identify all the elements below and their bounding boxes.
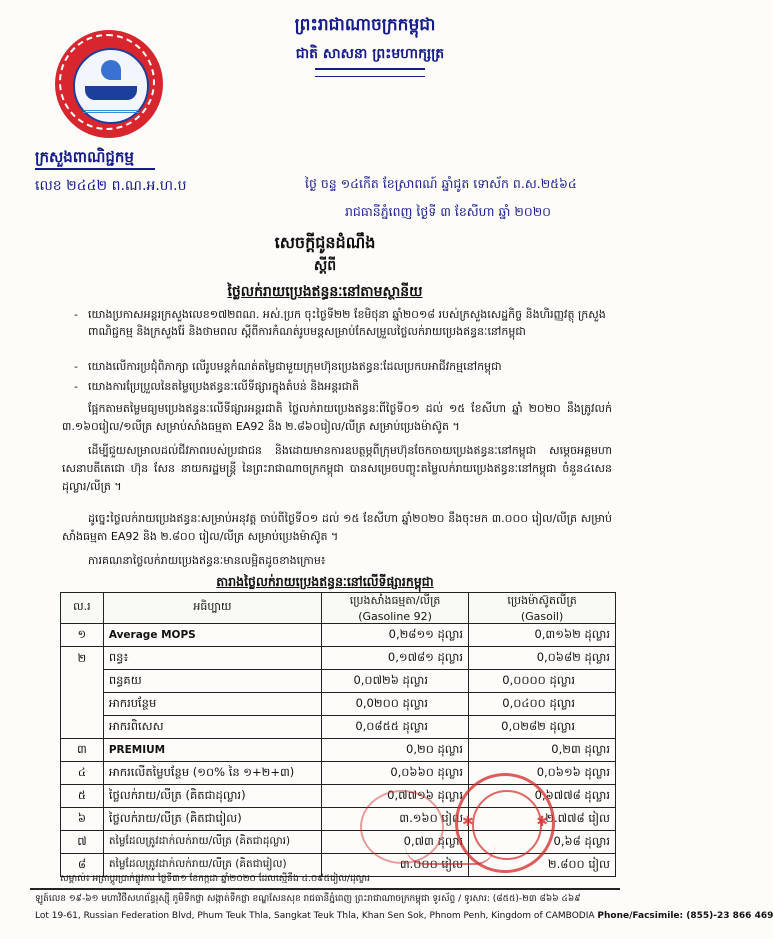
gasoil-value: 0,៦៨ ដុល្លារ	[469, 831, 616, 854]
tax-description: អាករបន្ថែម	[103, 693, 321, 716]
row-number: ៥	[61, 785, 104, 808]
tax-subrow	[61, 716, 616, 739]
row-description: PREMIUM	[103, 739, 321, 762]
footer-address-khmer: ឡូត៍លេខ ១៩-៦១ មហាវិថីសហព័ន្ធរុស្ស៊ី ភូមិទឹកថ្លា សង្កាត់ទឹកថ្លា ខណ្ឌសែនសុខ រាជធានីភ្នំពេញ ព្រះរាជាណាចក្រកម្ពុជា ទូរស័ព្ទ / ទូរសារ: (៨៥៥)-២៣ ៨៦៦ ៤៦៩	[35, 894, 581, 904]
footer-divider	[30, 888, 620, 890]
gasoline-value: 0,០៦៦០ ដុល្លារ	[322, 762, 469, 785]
body-paragraph	[62, 442, 612, 496]
row-number: ៨	[61, 854, 104, 877]
ship-icon	[85, 86, 137, 100]
gasoline-tax-value: 0,០៨៥៥ ដុល្លារ	[322, 716, 469, 739]
ministry-name: ក្រសួងពាណិជ្ជកម្ម	[35, 148, 134, 166]
footer-address: Lot 19-61, Russian Federation Blvd, Phum Teuk Thla, Sangkat Teuk Thla, Khan Sen Sok, Phnom Penh, Kingdom of CAMBODIA	[35, 911, 595, 921]
logo-emblem	[73, 48, 149, 124]
gasoil-tax-value: 0,០២៨២ ដុល្លារ	[469, 716, 616, 739]
gasoline-value: 0,២៨១១ ដុល្លារ	[322, 624, 469, 647]
tax-subrow	[61, 670, 616, 693]
notice-subject-label: ស្ដីពី	[313, 258, 337, 274]
star-icon: ✱	[462, 814, 474, 830]
table-row	[61, 647, 616, 670]
reference-bullet: - យោងការប្រែប្រួលនៃតម្លៃប្រេងឥន្ធនៈលើទីផ្សារក្នុងតំបន់ និងអន្តរជាតិ	[88, 378, 608, 395]
paragraph-text: ដូច្នេះថ្លៃលក់រាយប្រេងឥន្ធនៈសម្រាប់អនុវត្ត ចាប់ពីថ្ងៃទី០១ ដល់ ១៥ ខែសីហា ឆ្នាំ២០២០ នឹងចុះមក ៣.០០០ រៀល/លីត្រ សម្រាប់សាំងធម្មតា EA92 និង ២.៨០០ រៀល/លីត្រ សម្រាប់ប្រេងម៉ាស៊ូត ។	[62, 512, 612, 543]
table-row	[61, 739, 616, 762]
row-description: ពន្ធ៖	[103, 647, 321, 670]
table-header-row	[61, 593, 616, 624]
header-no: ល.រ	[61, 593, 104, 624]
paragraph-text: ផ្អែកតាមតម្លៃមធ្យមប្រេងឥន្ធនៈលើទីផ្សារអន្តរជាតិ ថ្លៃលក់រាយប្រេងឥន្ធនៈពីថ្ងៃទី០១ ដល់ ១៥ ខែសីហា ឆ្នាំ ២០២០ នឹងត្រូវលក់ ៣.១៦០រៀល/១លីត្រ សម្រាប់សាំងធម្មតា EA92 និង ២.៨៦០រៀល/លីត្រ សម្រាប់ប្រេងម៉ាស៊ូត ។	[62, 402, 612, 433]
tax-description: ពន្ធគយ	[103, 670, 321, 693]
row-description: អាករលើតម្លៃបន្ថែម (១០% នៃ ១+២+៣)	[103, 762, 321, 785]
paragraph-text: ការគណនាថ្លៃលក់រាយប្រេងឥន្ធនៈមានលម្អិតដូចខាងក្រោម៖	[88, 554, 326, 567]
row-number: ២	[61, 647, 104, 739]
gasoil-value: 0,២៣ ដុល្លារ	[469, 739, 616, 762]
row-number: ៣	[61, 739, 104, 762]
signature	[405, 845, 495, 865]
row-description: តម្លៃដែលត្រូវដាក់លក់រាយ/លីត្រ (គិតជាដុល្លារ)	[103, 831, 321, 854]
dove-icon	[101, 60, 121, 80]
header-gasoline-sub: (Gasoline 92)	[358, 609, 432, 623]
gasoil-value: 0,០៦៨២ ដុល្លារ	[469, 647, 616, 670]
row-number: ៤	[61, 762, 104, 785]
national-motto: ជាតិ សាសនា ព្រះមហាក្សត្រ	[295, 46, 445, 62]
gasoil-value: 0,៣១៦២ ដុល្លារ	[469, 624, 616, 647]
reference-number: លេខ ២៤៤២ ព.ណ.អ.ហ.ប	[35, 178, 187, 194]
tax-description: អាករពិសេស	[103, 716, 321, 739]
waves-icon	[83, 102, 139, 113]
gasoline-tax-value: 0,០៧២៦ ដុល្លារ	[322, 670, 469, 693]
gasoil-tax-value: 0,០៤០០ ដុល្លារ	[469, 693, 616, 716]
gasoline-value: ៣.១៦០ រៀល	[322, 808, 469, 831]
ministry-logo	[55, 30, 163, 138]
body-paragraph	[62, 510, 612, 546]
gasoline-value: 0,៧៣ ដុល្លារ	[322, 831, 469, 854]
body-paragraph	[62, 400, 612, 436]
notice-title: សេចក្ដីជូនដំណឹង	[274, 233, 376, 252]
row-description: តម្លៃដែលត្រូវដាក់លក់រាយ/លីត្រ (គិតជារៀល)	[103, 854, 321, 877]
gasoline-value: 0,៧៧១៦ ដុល្លារ	[322, 785, 469, 808]
kingdom-heading: ព្រះរាជាណាចក្រកម្ពុជា	[294, 15, 436, 35]
table-caption: តារាងថ្លៃលក់រាយប្រេងឥន្ធនៈនៅលើទីផ្សារកម្ពុជា	[216, 574, 434, 589]
ministry-underline	[35, 168, 155, 170]
notice-subject: ថ្លៃលក់រាយប្រេងឥន្ធនៈនៅតាមស្ថានីយ	[227, 284, 423, 300]
row-number: ៦	[61, 808, 104, 831]
footer-address-english	[35, 911, 773, 921]
gasoil-value: 0,៦៧៧៨ ដុល្លារ	[469, 785, 616, 808]
gasoline-value: ៣.០០០ រៀល	[322, 854, 469, 877]
table-row	[61, 624, 616, 647]
header-gasoil-label: ប្រេងម៉ាស៊ូតលីត្រ	[507, 593, 577, 607]
row-description: Average MOPS	[103, 624, 321, 647]
row-number: ៧	[61, 831, 104, 854]
header-gasoil	[469, 593, 616, 624]
row-description: ថ្លៃលក់រាយ/លីត្រ (គិតជារៀល)	[103, 808, 321, 831]
lunar-date: ថ្ងៃ ចន្ទ ១៤កើត ខែស្រាពណ៍ ឆ្នាំជូត ទោស័ក ព.ស.២៥៦៤	[305, 176, 577, 191]
gasoil-tax-value: 0,០០០០ ដុល្លារ	[469, 670, 616, 693]
footer-phone: Phone/Facsimile: (855)-23 866 469	[597, 911, 773, 921]
solar-date: រាជធានីភ្នំពេញ ថ្ងៃទី ៣ ខែសីហា ឆ្នាំ ២០២០	[345, 204, 552, 219]
tax-subrow	[61, 693, 616, 716]
gasoline-value: 0,១៧៨១ ដុល្លារ	[322, 647, 469, 670]
paragraph-text: ដើម្បីជួយសម្រាលដល់ជីវភាពរបស់ប្រជាជន និងដោយមានការឧបត្ថម្ភពីក្រុមហ៊ុនចែកចាយប្រេងឥន្ធនៈនៅកម្ពុជា សម្ដេចអគ្គមហាសេនាបតីតេជោ ហ៊ុន សែន នាយករដ្ឋមន្ត្រី នៃព្រះរាជាណាចក្រកម្ពុជា បានសម្រេចបញ្ចុះតម្លៃលក់រាយប្រេងឥន្ធនៈនៅកម្ពុជា ចំនួន៤សេនដុល្លារ/លីត្រ ។	[62, 444, 612, 493]
exchange-rate-note: សម្គាល់៖ អត្រាប្ដូរប្រាក់ផ្លូវការ ថ្ងៃទី៣១ ខែកក្កដា ឆ្នាំ២០២០ ដែលស្មើនឹង ៤.០៩៥រៀល/ដុល្លារ	[60, 874, 370, 884]
gasoil-value: 0,០៦១៦ ដុល្លារ	[469, 762, 616, 785]
star-icon: ✱	[536, 814, 548, 830]
gasoline-tax-value: 0,0២០០ ដុល្លារ	[322, 693, 469, 716]
gasoil-value: ២.៨០០ រៀល	[469, 854, 616, 877]
gasoline-value: 0,២០ ដុល្លារ	[322, 739, 469, 762]
header-gasoline	[322, 593, 469, 624]
reference-bullet: - យោងលើការប្រជុំពិភាក្សា លើរូបមន្តកំណត់តម្លៃជាមួយក្រុមហ៊ុនប្រេងឥន្ធនៈដែលប្រកបអាជីវកម្មនៅកម្ពុជា	[88, 358, 608, 375]
header-description: អធិប្បាយ	[103, 593, 321, 624]
body-paragraph	[62, 552, 612, 570]
row-description: ថ្លៃលក់រាយ/លីត្រ (គិតជាដុល្លារ)	[103, 785, 321, 808]
gasoil-value: ២.៧៧៨ រៀល	[469, 808, 616, 831]
reference-bullet: - យោងប្រកាសអន្តរក្រសួងលេខ១៧២ពណ. អស់.ប្រក ចុះថ្ងៃទី២២ ខែមិថុនា ឆ្នាំ២០១៨ របស់ក្រសួងសេដ្ឋកិច្ច និងហិរញ្ញវត្ថុ ក្រសួងពាណិជ្ជកម្ម និងក្រសួងរ៉ែ និងថាមពល ស្ដីពីការកំណត់រូបមន្តសម្រាប់កែសម្រួលថ្លៃលក់រាយប្រេងឥន្ធនៈនៅកម្ពុជា	[88, 306, 608, 340]
header-gasoil-sub: (Gasoil)	[520, 609, 564, 623]
row-number: ១	[61, 624, 104, 647]
header-gasoline-label: ប្រេងសាំងធម្មតា/លីត្រ	[349, 593, 441, 607]
motto-ornament	[315, 68, 425, 77]
